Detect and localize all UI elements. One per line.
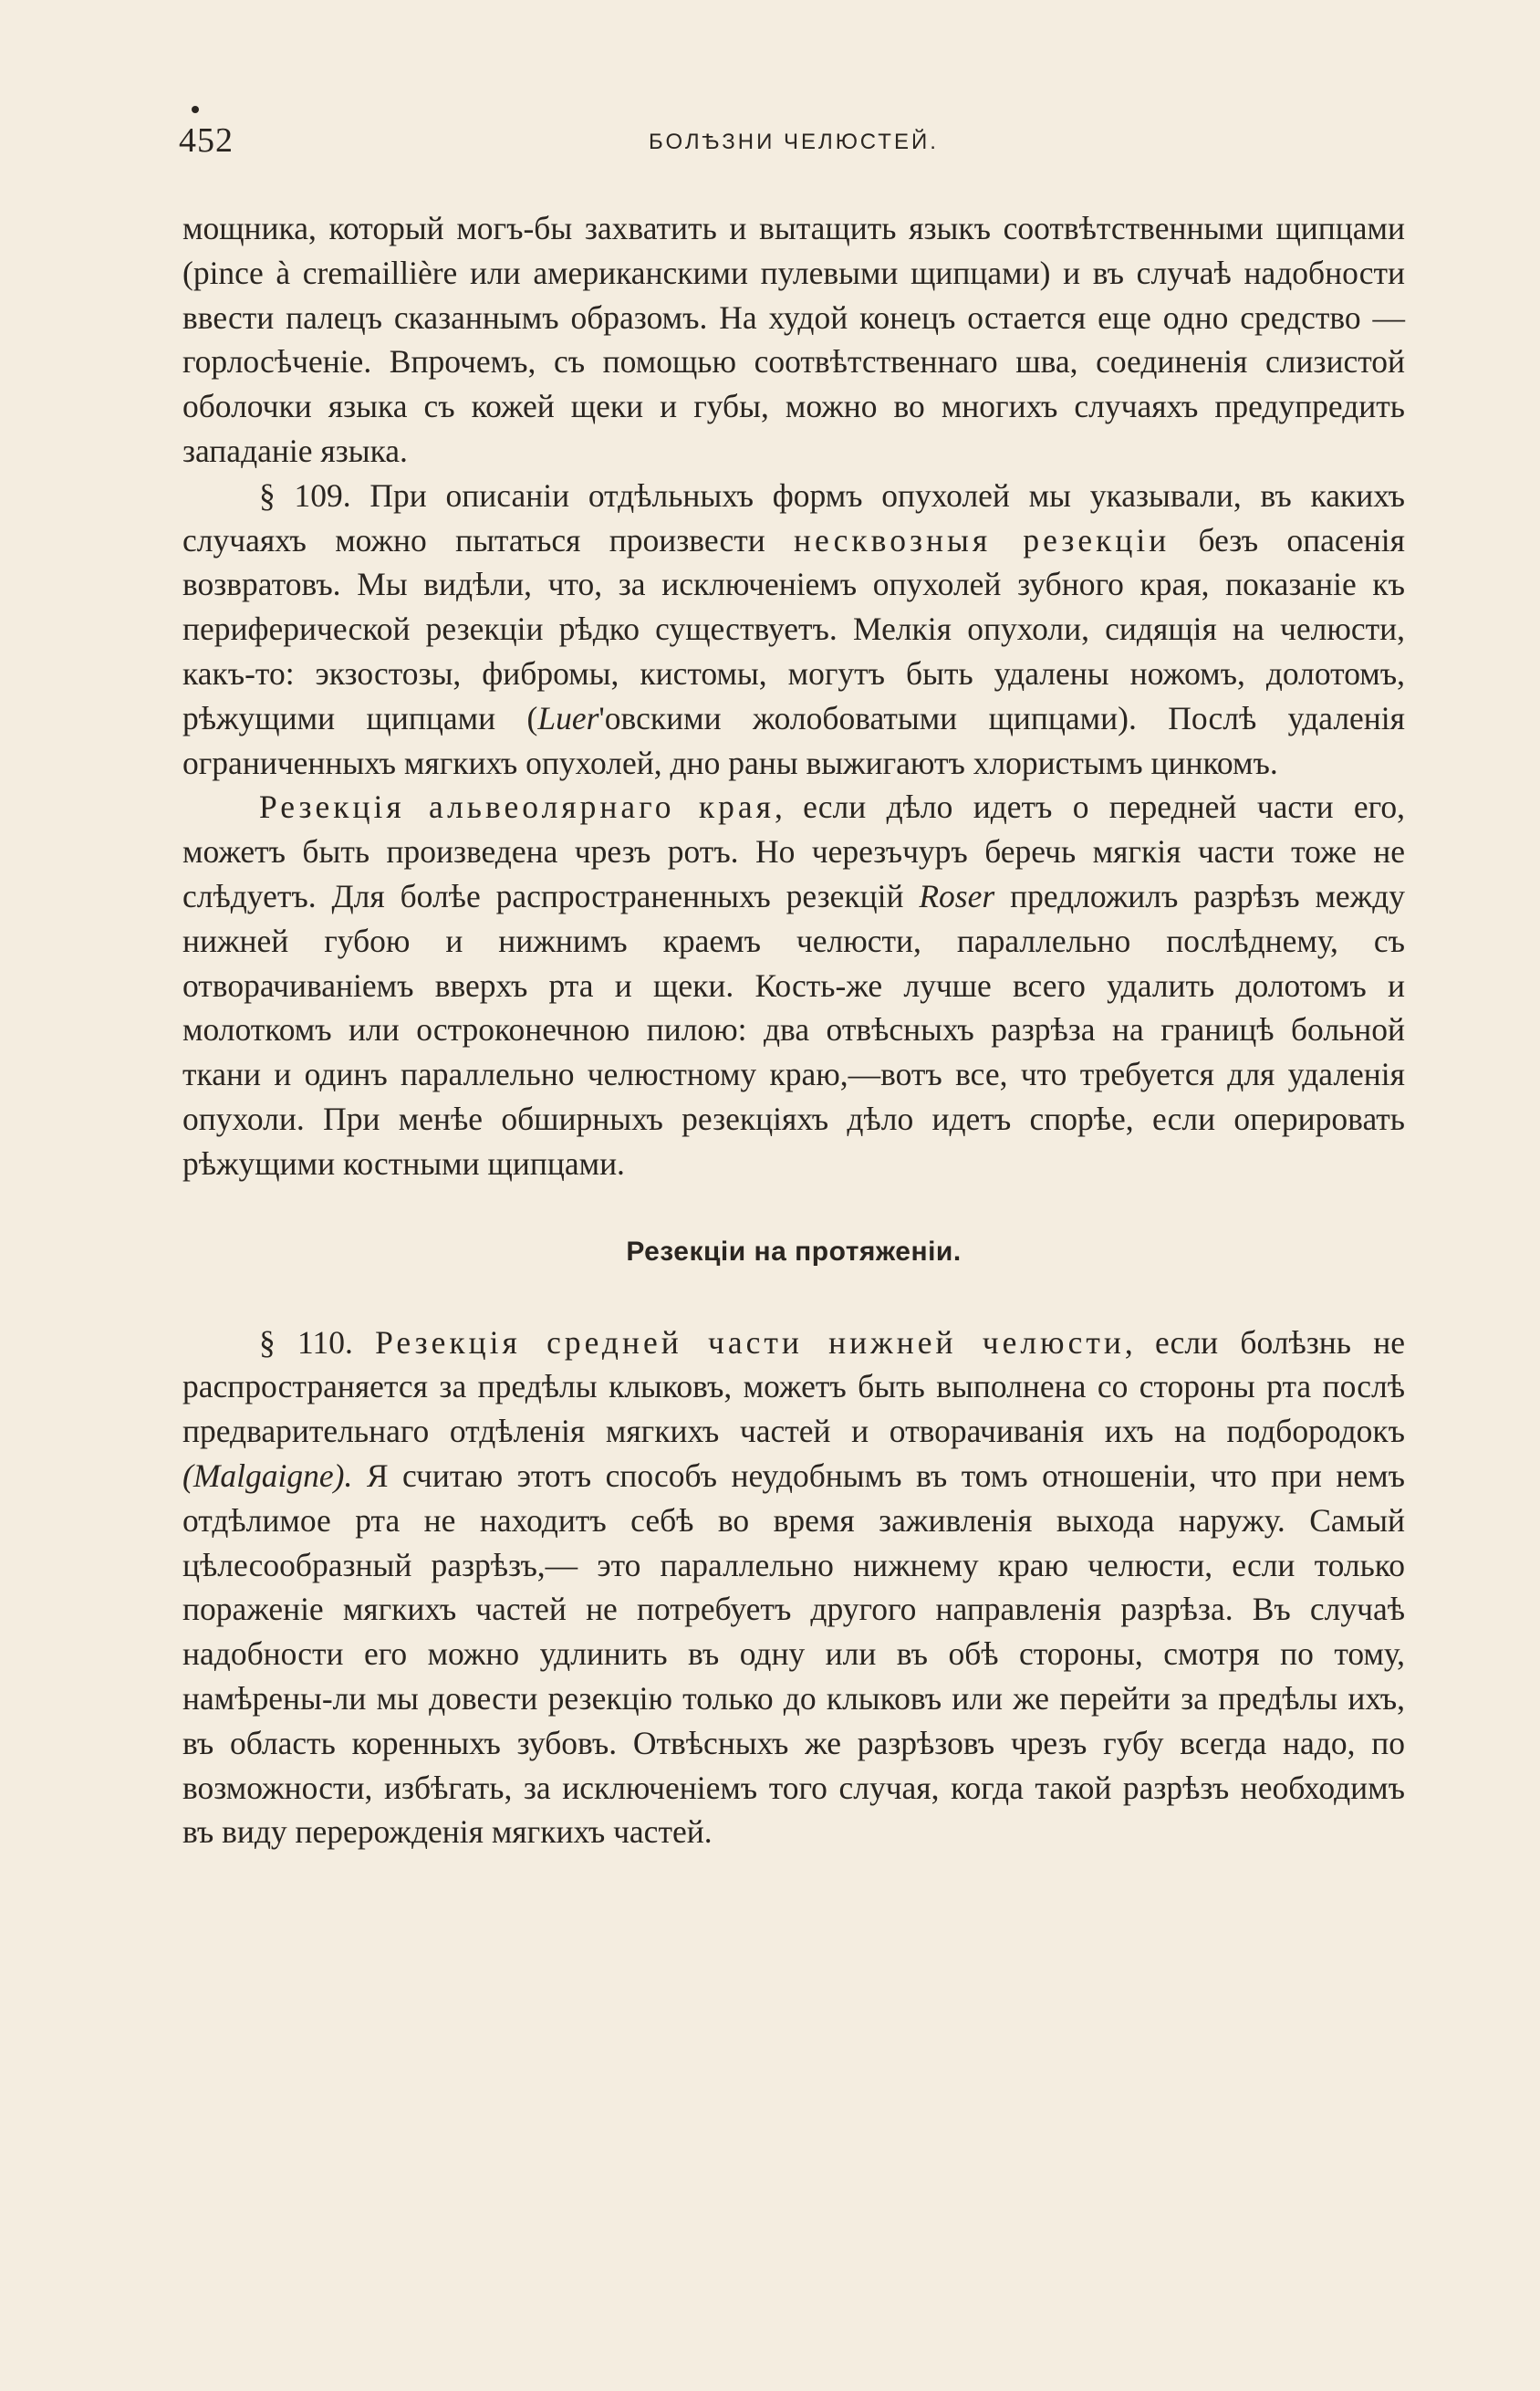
page-body xyxy=(182,206,1405,1854)
text-run: , если болѣзнь не распространяется за предѣлы клыковъ, можетъ быть выполнена со стороны рта послѣ предварительнаго отдѣленія мягкихъ частей и отворачиванія ихъ на подбородокъ xyxy=(182,1323,1405,1450)
emphasis-term: Резекція альвеолярнаго края xyxy=(259,788,775,826)
emphasis-term: Резекція средней части нижней челюсти xyxy=(375,1323,1125,1361)
text-run: предложилъ разрѣзъ между нижней губою и нижнимъ краемъ челюсти, параллельно послѣднему, съ отворачиваніемъ вверхъ рта и щеки. Кость-же лучше всего удалить долотомъ и молоткомъ или остроконечною пилою: два отвѣсныхъ разрѣза на границѣ больной ткани и одинъ параллельно челюстному краю,—вотъ все, что требуется для удаленія опухоли. При менѣе обширныхъ резекціяхъ дѣло идетъ спорѣе, если оперировать рѣжущими костными щипцами. xyxy=(182,877,1406,1182)
paragraph-section-110 xyxy=(182,1321,1405,1855)
text-run: , если дѣло идетъ о передней части его, можетъ быть произведена чрезъ ротъ. Но черезъчуръ беречь мягкія части тоже не слѣдуетъ. Для болѣе распространенныхъ резекцій xyxy=(182,788,1405,914)
text-run: 'овскими жолобоватыми щипцами). Послѣ удаленія ограниченныхъ мягкихъ опухолей, дно раны выжигаютъ хлористымъ цинкомъ. xyxy=(182,699,1405,781)
author-name: Luer xyxy=(537,699,599,736)
section-heading-wrap xyxy=(182,1186,1405,1321)
paragraph-section-109 xyxy=(182,474,1405,786)
section-heading: Резекціи на протяженіи. xyxy=(626,1236,962,1267)
emphasis-term: несквозныя резекціи xyxy=(794,521,1171,559)
author-name: (Malgaigne). xyxy=(182,1457,353,1494)
paragraph-alveolar-resection xyxy=(182,785,1405,1185)
text-run: безъ опасенія возвратовъ. Мы видѣли, что, за исключеніемъ опухолей зубного края, показаніе къ периферической резекціи рѣдко существуетъ. Мелкія опухоли, сидящія на челюсти, какъ-то: экзостозы, фибромы, кистомы, могутъ быть удалены ножомъ, долотомъ, рѣжущими щипцами ( xyxy=(182,521,1405,736)
running-head: БОЛѢЗНИ ЧЕЛЮСТЕЙ. xyxy=(649,130,939,154)
text-run: § 109. При описаніи отдѣльныхъ формъ опухолей мы указывали, въ какихъ случаяхъ можно пытаться произвести xyxy=(182,476,1405,559)
author-name: Roser xyxy=(919,877,995,914)
text-run: Я считаю этотъ способъ неудобнымъ въ томъ отношеніи, что при немъ отдѣлимое рта не находитъ себѣ во время заживленія выхода наружу. Самый цѣлесообразный разрѣзъ,— это параллельно нижнему краю челюсти, если только пораженіе мягкихъ частей не потребуетъ другого направленія разрѣза. Въ случаѣ надобности его можно удлинить въ одну или въ обѣ стороны, смотря по тому, намѣрены-ли мы довести резекцію только до клыковъ или же перейти за предѣлы ихъ, въ область коренныхъ зубовъ. Отвѣсныхъ же разрѣзовъ чрезъ губу всегда надо, по возможности, избѣгать, за исключеніемъ того случая, когда такой разрѣзъ необходимъ въ виду перерожденія мягкихъ частей. xyxy=(182,1457,1405,1851)
paragraph-continuation: мощника, который могъ-бы захватить и вытащить языкъ соотвѣтственными щипцами (pince à cremaillière или американскими пулевыми щипцами) и въ случаѣ надобности ввести палецъ сказаннымъ образомъ. На худой конецъ остается еще одно средство — горлосѣченіе. Впрочемъ, съ помощью соотвѣтственнаго шва, соединенія слизистой оболочки языка съ кожей щеки и губы, можно во многихъ случаяхъ предупредить западаніе языка. xyxy=(182,210,1405,469)
ink-dot xyxy=(192,106,199,113)
text-run: § 110. xyxy=(259,1323,376,1361)
page-number: 452 xyxy=(179,121,234,160)
page-header xyxy=(179,117,1406,172)
